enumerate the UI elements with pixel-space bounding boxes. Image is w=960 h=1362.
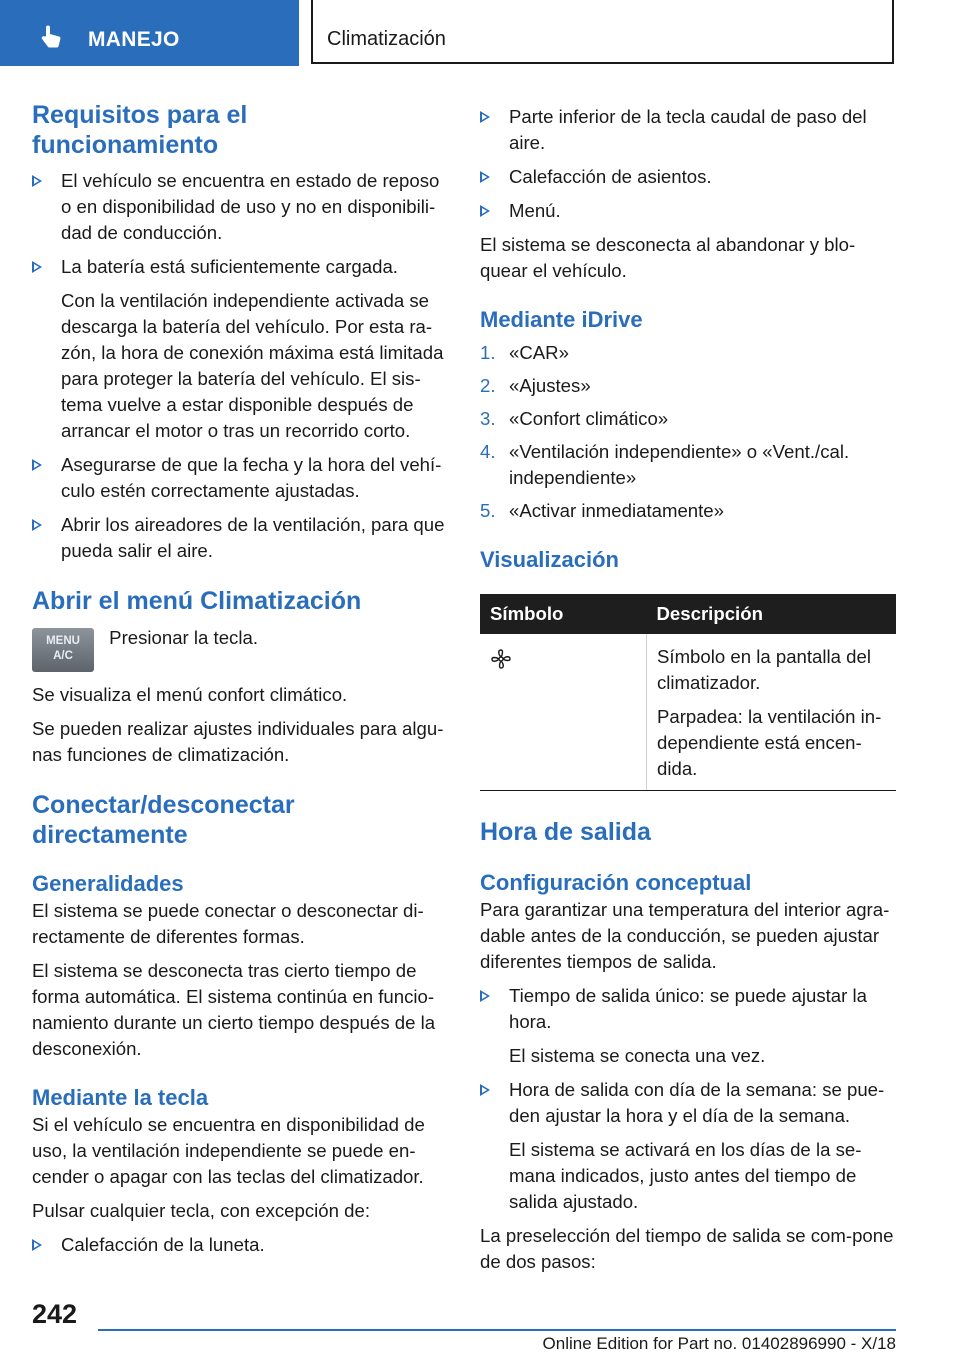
heading-mediante-idrive: Mediante iDrive (480, 307, 643, 332)
heading-requisitos: Requisitos para el funcionamiento (32, 101, 248, 159)
heading-generalidades: Generalidades (32, 871, 184, 896)
fan-icon (490, 648, 512, 670)
paragraph: El sistema se puede conectar o desconectar di‐rectamente de diferentes formas. (32, 900, 424, 947)
section-tab[interactable] (0, 0, 299, 66)
requirements-list (32, 168, 448, 564)
list-note: El sistema se activará en los días de la se‐mana indicados, justo antes del tiempo de salida ajustado. (509, 1139, 862, 1212)
table-header-symbol: Símbolo (480, 594, 647, 634)
list-item: Asegurarse de que la fecha y la hora del vehí‐culo estén correctamente ajustadas. (32, 452, 448, 504)
battery-note: Con la ventilación independiente activada se descarga la batería del vehículo. Por esta ra‐zón, la hora de conexión máxima está limitada para proteger la batería del vehículo. El sis‐tema vuelve a estar disponible después de arrancar el motor o tras un recorrido corto. (61, 290, 444, 441)
press-key-text: Presionar la tecla. (109, 627, 258, 648)
list-item: Calefacción de la luneta. (32, 1232, 448, 1258)
chapter-title: Climatización (327, 28, 446, 50)
heading-hora-salida: Hora de salida (480, 818, 651, 846)
heading-visualizacion: Visualización (480, 547, 619, 572)
edition-text: Online Edition for Part no. 01402896990 - X/18 (542, 1334, 896, 1353)
symbol-cell (480, 634, 647, 791)
paragraph: Se visualiza el menú confort climático. (32, 684, 348, 705)
list-note: El sistema se conecta una vez. (509, 1045, 766, 1066)
right-column (480, 100, 896, 1283)
exceptions-list (32, 1232, 448, 1258)
page-number: 242 (32, 1299, 78, 1329)
paragraph: El sistema se desconecta al abandonar y blo‐quear el vehículo. (480, 234, 856, 281)
list-item: Menú. (480, 198, 896, 224)
triangle-bullet-icon (32, 175, 42, 187)
triangle-bullet-icon (32, 459, 42, 471)
paragraph: Para garantizar una temperatura del interior agra‐dable antes de la conducción, se pueden ajustar diferentes tiempos de salida. (480, 899, 890, 972)
chapter-header (311, 0, 894, 64)
heading-mediante-tecla: Mediante la tecla (32, 1085, 209, 1110)
triangle-bullet-icon (480, 205, 490, 217)
paragraph: El sistema se desconecta tras cierto tiempo de forma automática. El sistema continúa en funcio‐namiento durante un cierto tiempo después de la desconexión. (32, 960, 436, 1059)
paragraph: Si el vehículo se encuentra en disponibilidad de uso, la ventilación independiente se puede en‐cender o apagar con las teclas del climatizador. (32, 1114, 425, 1187)
table-row (480, 634, 896, 791)
triangle-bullet-icon (480, 111, 490, 123)
step-item: 2. «Ajustes» (480, 375, 591, 396)
paragraph: Se pueden realizar ajustes individuales para algu‐nas funciones de climatización. (32, 718, 444, 765)
footer-divider (98, 1329, 896, 1331)
paragraph: La preselección del tiempo de salida se com‐pone de dos pasos: (480, 1225, 894, 1272)
exceptions-list-continued (480, 104, 896, 224)
section-label: MANEJO (88, 28, 180, 51)
list-item: Calefacción de asientos. (480, 164, 896, 190)
list-item: El vehículo se encuentra en estado de reposo o en disponibilidad de uso y no en disponibili‐dad de conducción. (32, 168, 448, 246)
step-item: 3. «Confort climático» (480, 408, 669, 429)
list-item: Tiempo de salida único: se puede ajustar la hora. El sistema se conecta una vez. (480, 983, 896, 1069)
heading-configuracion: Configuración conceptual (480, 870, 752, 895)
symbol-table (480, 594, 896, 791)
list-item: La batería está suficientemente cargada. Con la ventilación independiente activada se descarga la batería del vehículo. Por esta ra‐zón, la hora de conexión máxima está limitada para proteger la batería del vehículo. El sis‐tema vuelve a estar disponible después de arrancar el motor o tras un recorrido corto. (32, 254, 448, 444)
triangle-bullet-icon (480, 990, 490, 1002)
menu-ac-key-icon: MENU A/C (32, 628, 94, 672)
triangle-bullet-icon (480, 1084, 490, 1096)
paragraph: Pulsar cualquier tecla, con excepción de: (32, 1200, 370, 1221)
step-item: 5. «Activar inmediatamente» (480, 500, 724, 521)
heading-conectar: Conectar/desconectar directamente (32, 791, 295, 849)
menu-key-row (32, 628, 448, 676)
triangle-bullet-icon (480, 171, 490, 183)
step-item: 4. «Ventilación independiente» o «Vent./cal. independiente» (480, 441, 850, 488)
list-item: Abrir los aireadores de la ventilación, para que pueda salir el aire. (32, 512, 448, 564)
heading-abrir-menu: Abrir el menú Climatización (32, 587, 362, 615)
description-cell: Símbolo en la pantalla del climatizador. Parpadea: la ventilación in‐dependiente está encen‐dida. (647, 634, 897, 791)
hand-icon (40, 24, 66, 50)
triangle-bullet-icon (32, 519, 42, 531)
idrive-steps (480, 340, 896, 524)
list-item: Hora de salida con día de la semana: se pue‐den ajustar la hora y el día de la semana. El sistema se activará en los días de la se‐mana indicados, justo antes del tiempo de salida ajustado. (480, 1077, 896, 1215)
triangle-bullet-icon (32, 261, 42, 273)
table-header-description: Descripción (647, 594, 897, 634)
step-item: 1. «CAR» (480, 342, 569, 363)
left-column (32, 100, 448, 1266)
list-item: Parte inferior de la tecla caudal de paso del aire. (480, 104, 896, 156)
triangle-bullet-icon (32, 1239, 42, 1251)
config-list (480, 983, 896, 1215)
